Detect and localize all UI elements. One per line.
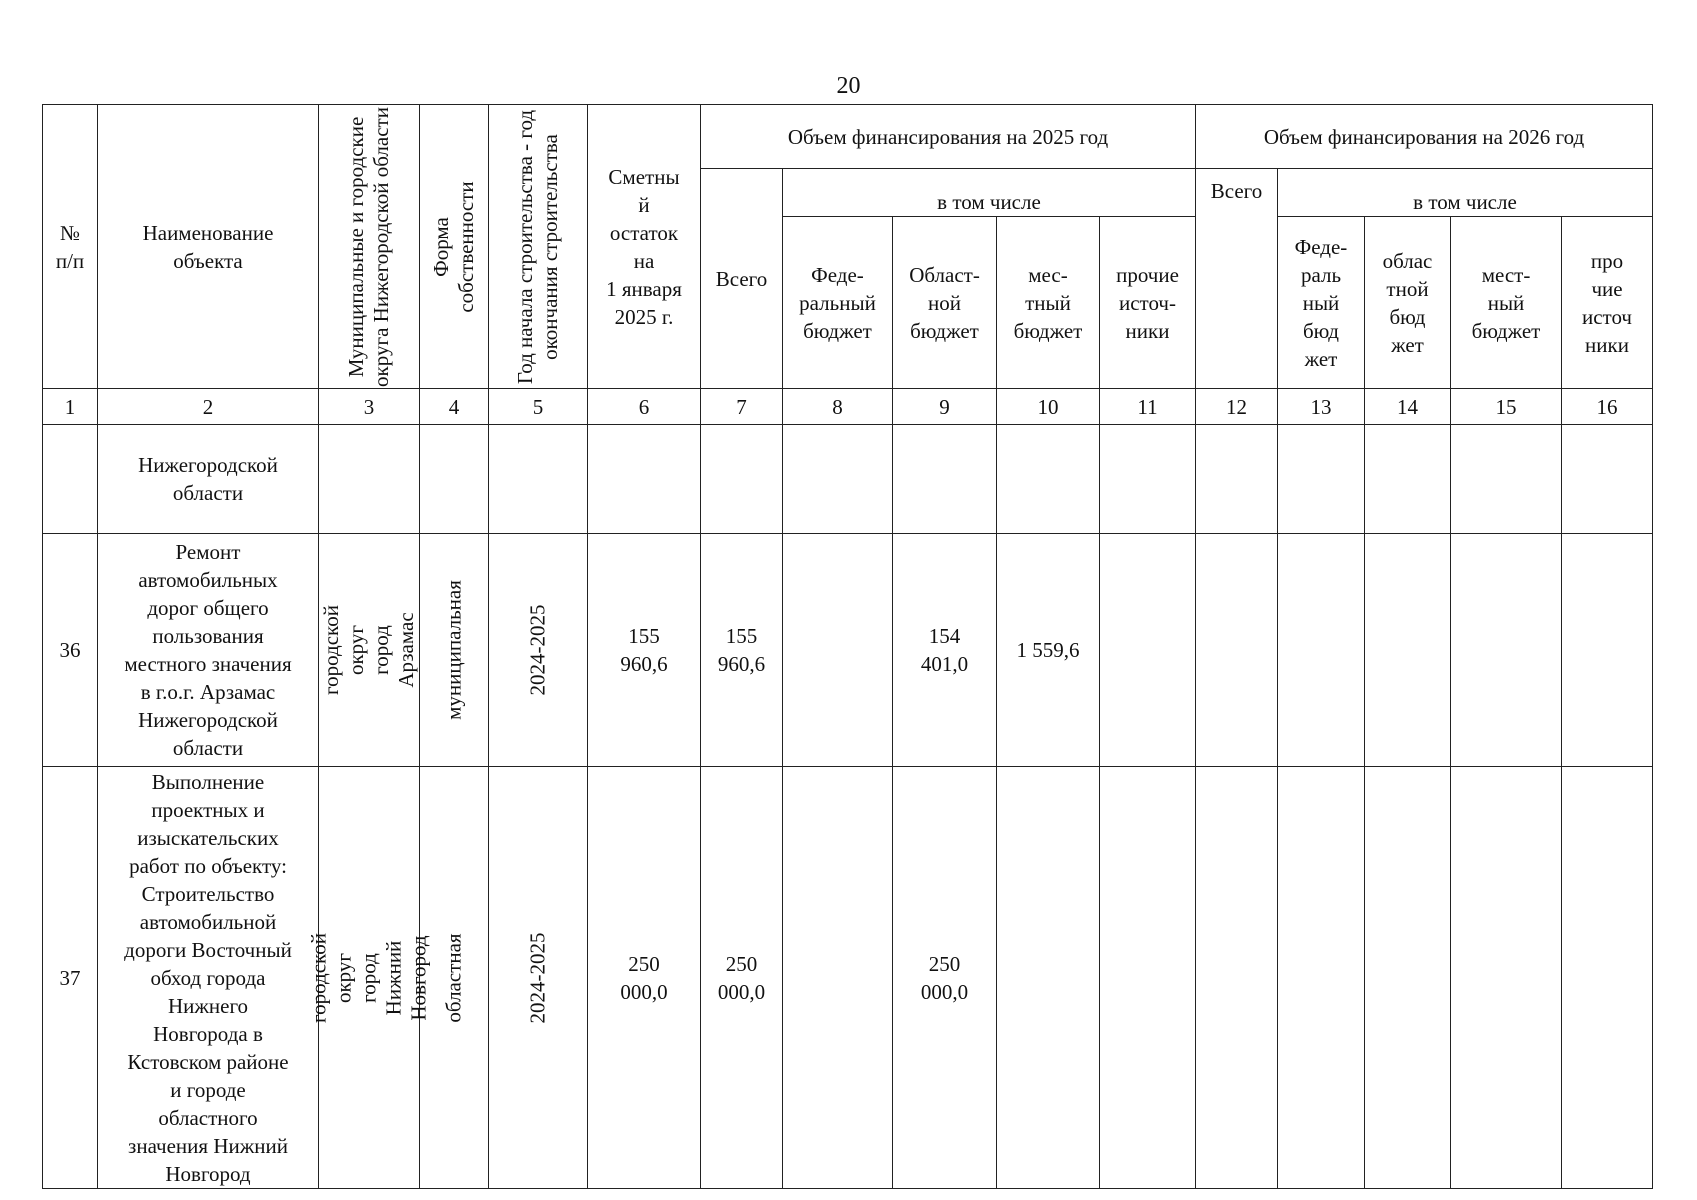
row-years (489, 425, 588, 534)
col-number: 10 (997, 389, 1100, 425)
row-ownership (420, 534, 489, 767)
row-name: Выполнение проектных и изыскательских работ по объекту: Строительство автомобильной дороги Восточный обход города Нижнего Новгорода в Кстовском районе и городе областного значения Нижний Новгород (98, 767, 319, 1189)
col-number: 8 (783, 389, 893, 425)
col-number: 9 (893, 389, 997, 425)
header-num: № п/п (43, 105, 98, 389)
header-regional-2025: Област- ной бюджет (893, 217, 997, 389)
row-other-2026 (1562, 425, 1653, 534)
header-other-2025: прочие источ- ники (1100, 217, 1196, 389)
col-number: 4 (420, 389, 489, 425)
row-total-2025 (701, 425, 783, 534)
row-num: 37 (43, 767, 98, 1189)
header-local-2025: мес- тный бюджет (997, 217, 1100, 389)
header-federal-2026: Феде- раль ный бюд жет (1278, 217, 1365, 389)
col-number: 3 (319, 389, 420, 425)
header-total-2025: Всего (701, 169, 783, 389)
row-regional-2026 (1365, 534, 1451, 767)
row-ownership-text: областная (441, 932, 466, 1023)
row-federal-2025 (783, 534, 893, 767)
row-municipality (306, 767, 431, 1189)
row-local-2025 (997, 767, 1100, 1189)
row-ownership (420, 767, 489, 1189)
col-number: 11 (1100, 389, 1196, 425)
column-number-row (43, 389, 1653, 425)
row-years-text: 2024-2025 (525, 604, 550, 696)
row-federal-2025 (783, 767, 893, 1189)
row-num (43, 425, 98, 534)
row-other-2026 (1562, 767, 1653, 1189)
row-local-2025 (997, 425, 1100, 534)
row-total-2026 (1196, 425, 1278, 534)
row-local-2026 (1451, 767, 1562, 1189)
header-group-2025: Объем финансирования на 2025 год (701, 105, 1196, 169)
header-regional-2026: облас тной бюд жет (1365, 217, 1451, 389)
col-number: 1 (43, 389, 98, 425)
row-name: Ремонт автомобильных дорог общего пользования местного значения в г.о.г. Арзамас Нижегородской области (98, 534, 319, 767)
col-number: 12 (1196, 389, 1278, 425)
col-number: 5 (489, 389, 588, 425)
header-ownership-text: Форма собственности (429, 180, 478, 313)
row-total-2026 (1196, 534, 1278, 767)
header-balance: Сметны й остаток на 1 января 2025 г. (588, 105, 701, 389)
row-balance: 250 000,0 (588, 767, 701, 1189)
header-ownership (420, 105, 489, 389)
header-years-text: Год начала строительства - год окончания строительства (513, 109, 562, 384)
row-federal-2026 (1278, 534, 1365, 767)
row-total-2025: 250 000,0 (701, 767, 783, 1189)
row-municipality (319, 534, 420, 767)
row-local-2026 (1451, 425, 1562, 534)
row-local-2026 (1451, 534, 1562, 767)
header-row-1 (43, 105, 1653, 169)
header-municipality (319, 105, 420, 389)
header-federal-2025: Феде- ральный бюджет (783, 217, 893, 389)
page-number: 20 (836, 73, 861, 99)
col-number: 13 (1278, 389, 1365, 425)
header-incl-2026: в том числе (1278, 169, 1653, 217)
row-years (489, 767, 588, 1189)
row-regional-2026 (1365, 425, 1451, 534)
row-federal-2025 (783, 425, 893, 534)
table-row (43, 534, 1653, 767)
row-regional-2025: 250 000,0 (893, 767, 997, 1189)
row-regional-2025: 154 401,0 (893, 534, 997, 767)
row-years-text: 2024-2025 (525, 932, 550, 1023)
row-ownership-text: муниципальная (441, 580, 466, 720)
row-ownership (420, 425, 489, 534)
header-total-2026: Всего (1196, 169, 1278, 389)
col-number: 16 (1562, 389, 1653, 425)
col-number: 7 (701, 389, 783, 425)
header-local-2026: мест- ный бюджет (1451, 217, 1562, 389)
financing-table (42, 104, 1653, 1189)
row-balance: 155 960,6 (588, 534, 701, 767)
row-years (489, 534, 588, 767)
header-incl-2025: в том числе (783, 169, 1196, 217)
row-other-2025 (1100, 767, 1196, 1189)
header-name: Наименование объекта (98, 105, 319, 389)
header-years (489, 105, 588, 389)
row-num: 36 (43, 534, 98, 767)
row-federal-2026 (1278, 767, 1365, 1189)
row-total-2026 (1196, 767, 1278, 1189)
row-federal-2026 (1278, 425, 1365, 534)
row-balance (588, 425, 701, 534)
row-local-2025: 1 559,6 (997, 534, 1100, 767)
table-row (43, 767, 1653, 1189)
row-other-2025 (1100, 425, 1196, 534)
row-municipality-text: городской округ город Нижний Новгород (306, 932, 431, 1023)
col-number: 2 (98, 389, 319, 425)
row-other-2025 (1100, 534, 1196, 767)
row-municipality-text: городской округ город Арзамас (319, 605, 418, 695)
header-municipality-text: Муниципальные и городские округа Нижегородской области (344, 106, 393, 387)
col-number: 15 (1451, 389, 1562, 425)
col-number: 14 (1365, 389, 1451, 425)
table-row (43, 425, 1653, 534)
row-other-2026 (1562, 534, 1653, 767)
row-municipality (319, 425, 420, 534)
row-regional-2026 (1365, 767, 1451, 1189)
header-group-2026: Объем финансирования на 2026 год (1196, 105, 1653, 169)
row-name: Нижегородской области (98, 425, 319, 534)
row-regional-2025 (893, 425, 997, 534)
row-total-2025: 155 960,6 (701, 534, 783, 767)
header-other-2026: про чие источ ники (1562, 217, 1653, 389)
col-number: 6 (588, 389, 701, 425)
